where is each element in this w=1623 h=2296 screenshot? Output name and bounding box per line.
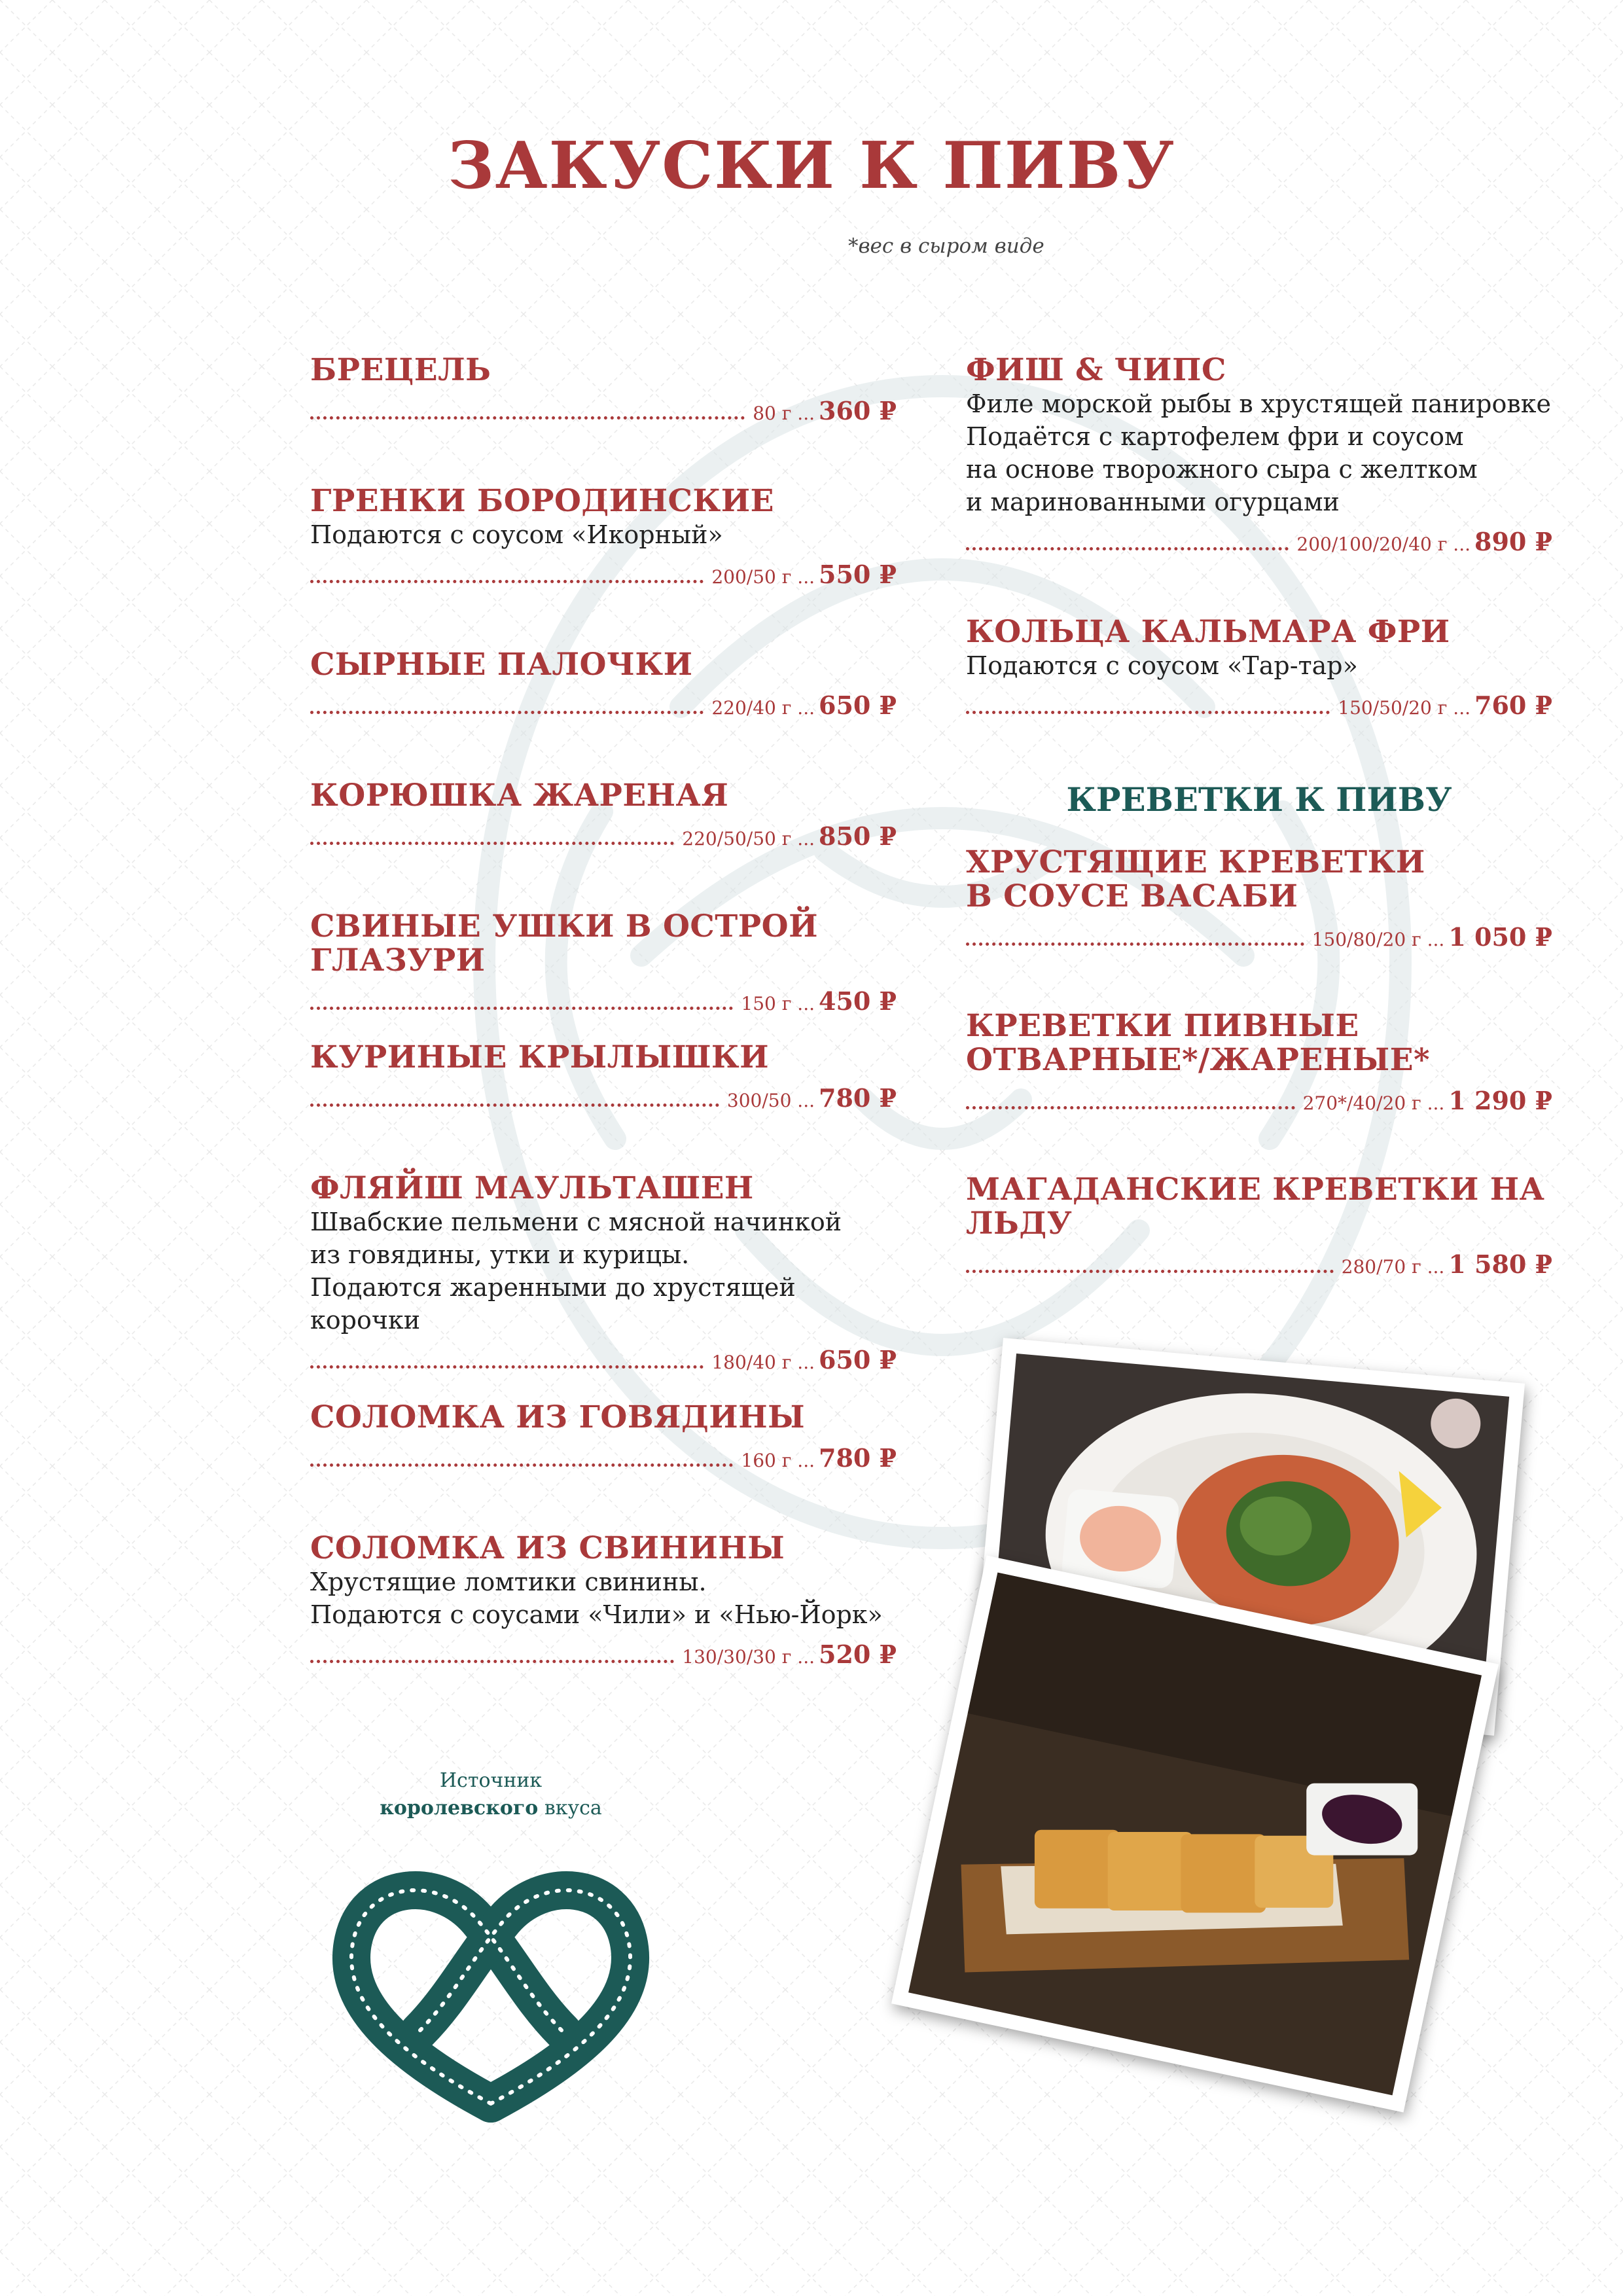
dot-leader	[310, 1077, 719, 1107]
tagline-bold: королевского	[380, 1797, 539, 1820]
item-weight: 200/100/20/40 г ...	[1296, 533, 1471, 555]
price-row	[310, 980, 897, 1017]
item-name: БРЕЦЕЛЬ	[310, 352, 491, 388]
price-row	[966, 916, 1552, 953]
item-price: 1 290 ₽	[1448, 1086, 1552, 1115]
dot-leader	[310, 685, 704, 714]
menu-item	[310, 1041, 897, 1114]
item-name: СВИНЫЕ УШКИ В ОСТРОЙ ГЛАЗУРИ	[310, 908, 818, 978]
price-row	[310, 816, 897, 852]
dot-leader	[966, 521, 1289, 550]
item-weight: 300/50 ...	[726, 1090, 815, 1111]
item-name: КУРИНЫЕ КРЫЛЫШКИ	[310, 1039, 770, 1075]
item-price: 1 580 ₽	[1448, 1249, 1552, 1279]
menu-item	[310, 1401, 897, 1474]
item-name-line2: В СОУСЕ ВАСАБИ	[966, 878, 1298, 914]
item-name: СОЛОМКА ИЗ ГОВЯДИНЫ	[310, 1399, 806, 1435]
item-description: Подаются с соусами «Чили» и «Нью-Йорк»	[310, 1600, 883, 1629]
brand-block	[314, 1767, 668, 2145]
dot-leader	[966, 916, 1304, 946]
tagline-rest: вкуса	[538, 1797, 602, 1820]
item-price: 360 ₽	[819, 396, 897, 425]
item-description: на основе творожного сыра с желтком	[966, 455, 1478, 484]
item-description: Подаются с соусом «Тар-тар»	[966, 651, 1358, 680]
price-row	[310, 1437, 897, 1474]
item-price: 1 050 ₽	[1448, 922, 1552, 952]
dot-leader	[310, 1339, 704, 1369]
item-weight: 270*/40/20 г ...	[1302, 1092, 1445, 1114]
item-weight: 150 г ...	[741, 993, 815, 1014]
menu-item	[310, 779, 897, 852]
item-name: ХРУСТЯЩИЕ КРЕВЕТКИ	[966, 844, 1425, 880]
item-weight: 280/70 г ...	[1341, 1256, 1445, 1278]
menu-item	[966, 353, 1552, 558]
pretzel-logo	[314, 1835, 668, 2143]
price-row	[966, 521, 1552, 558]
weight-note: *вес в сыром виде	[848, 234, 1044, 258]
item-description: Хрустящие ломтики свинины.	[310, 1568, 707, 1596]
item-price: 850 ₽	[819, 821, 897, 851]
price-row	[310, 685, 897, 721]
item-price: 780 ₽	[819, 1083, 897, 1113]
item-description: Подаются с соусом «Икорный»	[310, 520, 723, 549]
item-name: МАГАДАНСКИЕ КРЕВЕТКИ НА ЛЬДУ	[966, 1172, 1545, 1242]
item-name: ФЛЯЙШ МАУЛЬТАШЕН	[310, 1170, 754, 1206]
dot-leader	[310, 1437, 733, 1467]
item-price: 550 ₽	[819, 560, 897, 589]
section-heading-shrimp: КРЕВЕТКИ К ПИВУ	[1066, 780, 1452, 819]
item-weight: 130/30/30 г ...	[682, 1646, 815, 1668]
item-weight: 220/50/50 г ...	[682, 828, 815, 850]
item-name: КОРЮШКА ЖАРЕНАЯ	[310, 778, 729, 814]
item-description: и маринованными огурцами	[966, 488, 1340, 516]
item-name: КОЛЬЦА КАЛЬМАРА ФРИ	[966, 614, 1450, 650]
item-description: Подаются жаренными до хрустящей корочки	[310, 1273, 796, 1335]
menu-item	[310, 1172, 897, 1376]
item-name: СОЛОМКА ИЗ СВИНИНЫ	[310, 1530, 785, 1566]
item-weight: 150/80/20 г ...	[1311, 929, 1445, 950]
menu-item	[966, 615, 1552, 721]
item-weight: 220/40 г ...	[711, 697, 815, 719]
item-description: Швабские пельмени с мясной начинкой	[310, 1208, 842, 1236]
item-weight: 80 г ...	[753, 403, 815, 424]
menu-item	[966, 846, 1552, 953]
price-row	[966, 1080, 1552, 1117]
item-name: КРЕВЕТКИ ПИВНЫЕ	[966, 1008, 1359, 1044]
price-row	[310, 1634, 897, 1670]
dot-leader	[310, 980, 733, 1010]
page-title: ЗАКУСКИ К ПИВУ	[448, 128, 1175, 204]
menu-item	[310, 1532, 897, 1670]
item-weight: 180/40 г ...	[711, 1352, 815, 1373]
price-row	[310, 554, 897, 590]
menu-item	[310, 648, 897, 721]
dot-leader	[966, 685, 1330, 714]
item-name: ГРЕНКИ БОРОДИНСКИЕ	[310, 483, 774, 519]
item-name: СЫРНЫЕ ПАЛОЧКИ	[310, 647, 693, 683]
dot-leader	[966, 1244, 1334, 1273]
item-description: Подаётся с картофелем фри и соусом	[966, 422, 1464, 451]
item-weight: 150/50/20 г ...	[1338, 697, 1471, 719]
item-price: 760 ₽	[1474, 691, 1552, 720]
price-row	[966, 685, 1552, 721]
dot-leader	[966, 1080, 1295, 1109]
dot-leader	[310, 390, 745, 420]
menu-item	[966, 1173, 1552, 1280]
item-weight: 160 г ...	[741, 1450, 815, 1471]
menu-item	[310, 910, 897, 1017]
item-price: 650 ₽	[819, 1345, 897, 1374]
item-price: 520 ₽	[819, 1640, 897, 1669]
item-price: 650 ₽	[819, 691, 897, 720]
price-row	[310, 390, 897, 427]
price-row	[310, 1077, 897, 1114]
item-name: ФИШ & ЧИПС	[966, 352, 1226, 388]
item-price: 890 ₽	[1474, 527, 1552, 556]
item-description: Филе морской рыбы в хрустящей панировке	[966, 389, 1551, 418]
menu-item	[966, 1009, 1552, 1117]
dot-leader	[310, 1634, 674, 1663]
tagline-line1: Источник	[439, 1769, 543, 1792]
item-price: 780 ₽	[819, 1443, 897, 1473]
price-row	[966, 1244, 1552, 1280]
item-description: из говядины, утки и курицы.	[310, 1240, 690, 1269]
dot-leader	[310, 816, 674, 845]
menu-item	[310, 484, 897, 590]
item-price: 450 ₽	[819, 986, 897, 1016]
tagline-line2	[314, 1795, 668, 1822]
item-name-line2: ОТВАРНЫЕ*/ЖАРЕНЫЕ*	[966, 1042, 1431, 1078]
price-row	[310, 1339, 897, 1376]
item-weight: 200/50 г ...	[711, 566, 815, 588]
menu-item	[310, 353, 897, 427]
dot-leader	[310, 554, 704, 583]
